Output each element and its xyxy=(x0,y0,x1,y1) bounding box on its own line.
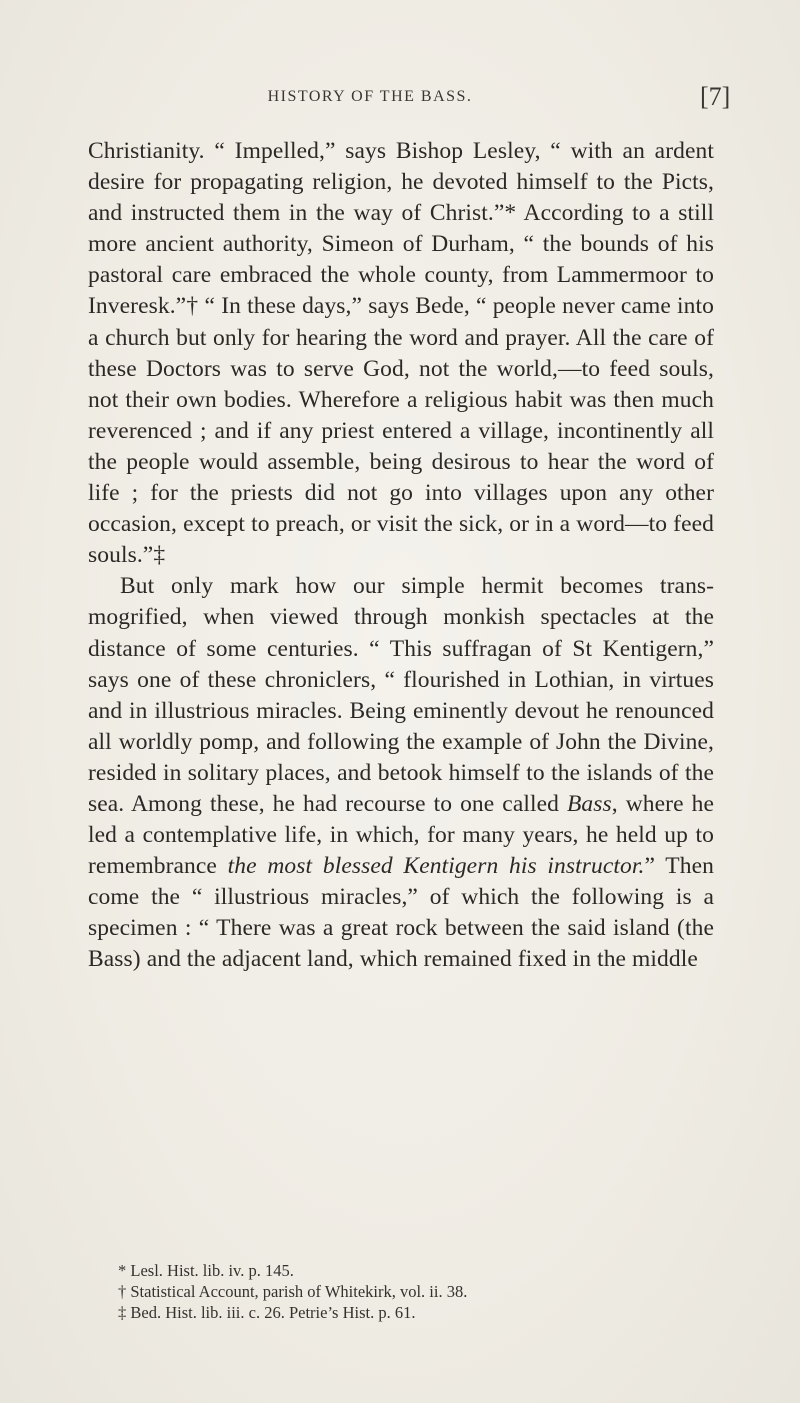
footnote: ‡ Bed. Hist. lib. iii. c. 26. Petrie’s Hist. p. 61. xyxy=(118,1303,416,1322)
paragraph-2-text-b: , where he led a contemplative life, in which, for many years, he held up to remembrance xyxy=(88,790,714,880)
footnote: * Lesl. Hist. lib. iv. p. 145. xyxy=(118,1261,294,1280)
paragraph-2-text-a: But only mark how our simple hermit becomes transmogrified, when viewed through monkish spectacles at the distance of some centuries. “ This suffragan of St Kentigern,” says one of these chroniclers, “ flourished in Lothian, in virtues and in illustrious miracles. Being eminently devout he renounced all worldly pomp, and following the example of John the Divine, resided in solitary places, and betook himself to the islands of the sea. Among these, he had recourse to one called xyxy=(88,573,714,817)
paragraph-2 xyxy=(88,571,714,975)
body-text xyxy=(88,136,714,976)
paragraph-1 xyxy=(88,136,714,571)
italic-kentigern: the most blessed Kentigern his instructor. xyxy=(227,853,645,880)
page-number: [7] xyxy=(700,82,731,111)
paragraph-1-text: Christianity. “ Impelled,” says Bishop Lesley, “ with an ardent desire for propagating religion, he devoted himself to the Picts, and instructed them in the way of Christ.”* According to a still more ancient authority, Simeon of Durham, “ the bounds of his pastoral care embraced the whole county, from Lammermoor to Inveresk.”† “ In these days,” says Bede, “ people never came into a church but only for hearing the word and prayer. All the care of these Doctors was to serve God, not the world,—to feed souls, not their own bodies. Wherefore a religious habit was then much reverenced ; and if any priest entered a village, incontinently all the people would assemble, being desirous to hear the word of life ; for the priests did not go into villages upon any other occasion, except to preach, or visit the sick, or in a word—to feed souls.”‡ xyxy=(88,138,714,569)
running-head: HISTORY OF THE BASS. xyxy=(267,88,473,105)
footnotes xyxy=(118,1260,738,1323)
italic-bass: Bass xyxy=(566,790,612,817)
page-header xyxy=(0,82,800,112)
footnote: † Statistical Account, parish of Whitekirk, vol. ii. 38. xyxy=(118,1282,468,1301)
paragraph-2-text-c: ” Then come the “ illustrious miracles,” of which the following is a specimen : “ There was a great rock between the said island (the Bass) and the adjacent land, which remained fixed in the middle xyxy=(88,853,714,973)
